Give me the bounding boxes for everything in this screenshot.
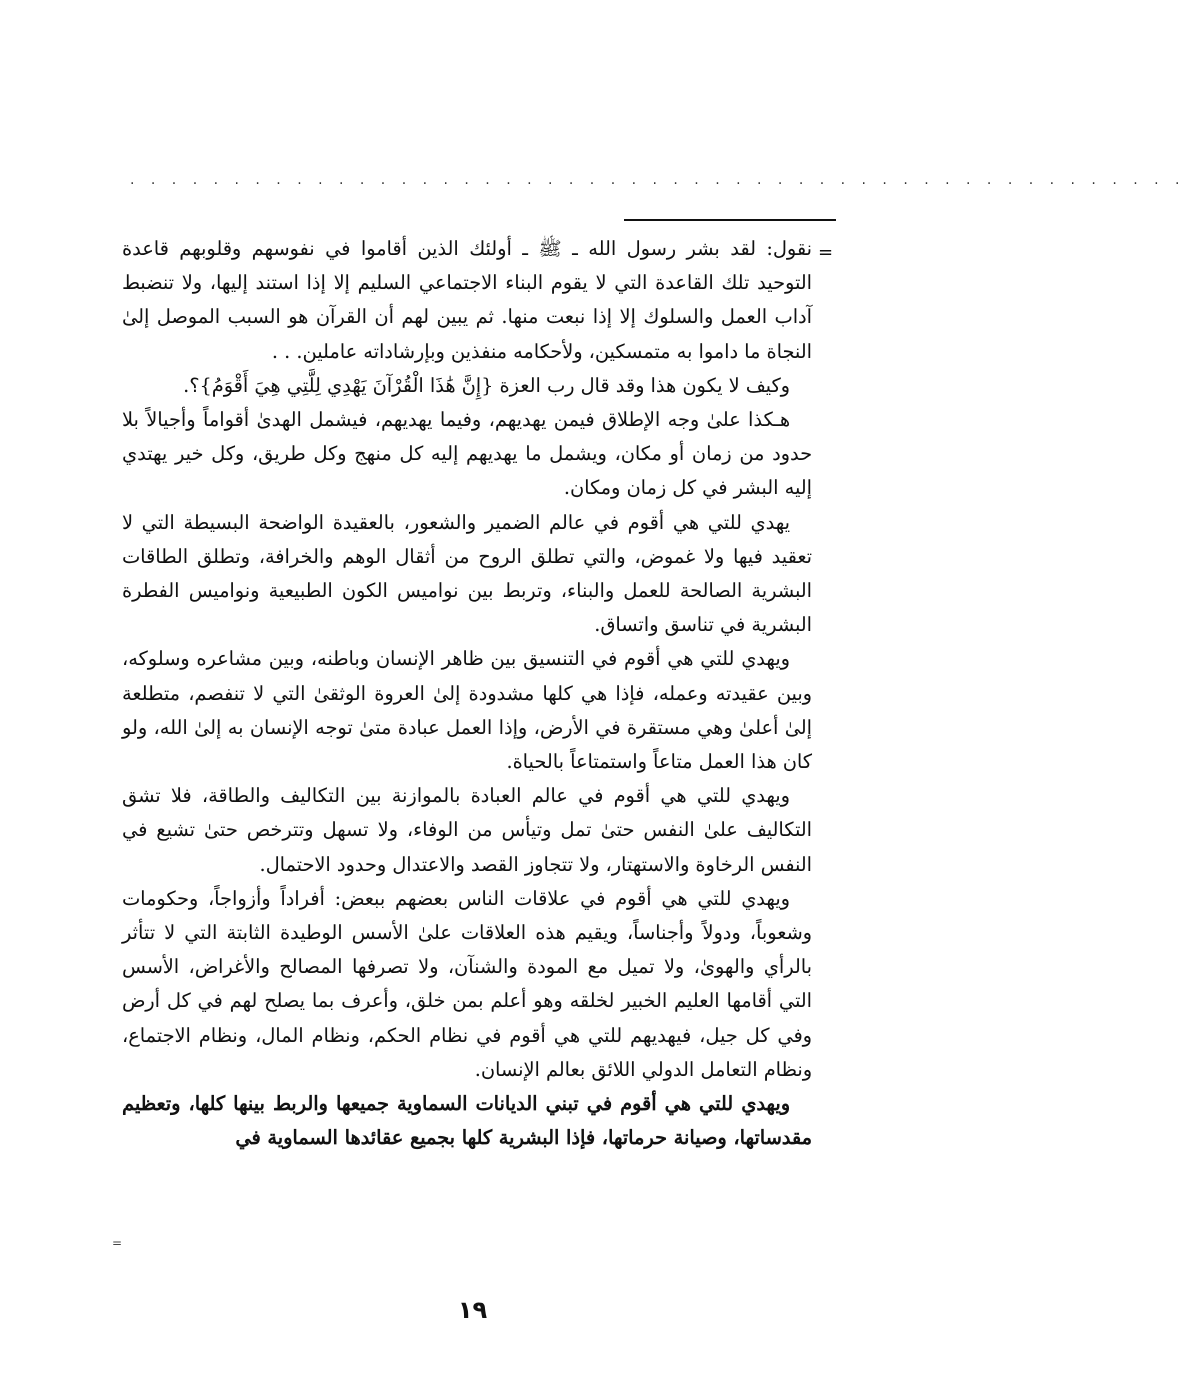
footnote-rule: [624, 219, 836, 221]
paragraph-4: يهدي للتي هي أقوم في عالم الضمير والشعور، بالعقيدة الواضحة البسيطة التي لا تعقيد فيها ولا غموض، والتي تطلق الروح من أثقال الوهم والخرافة، وتطلق الطاقات البشرية الصالحة للعمل والبناء، وتربط بين نواميس الكون الطبيعية ونواميس الفطرة البشرية في تناسق واتساق.: [122, 510, 812, 637]
paragraph-2: وكيف لا يكون هذا وقد قال رب العزة {إِنَّ هَٰذَا الْقُرْآنَ يَهْدِي لِلَّتِي هِيَ أَقْوَمُ}؟.: [183, 373, 790, 397]
paragraph-6: ويهدي للتي هي أقوم في عالم العبادة بالموازنة بين التكاليف والطاقة، فلا تشق التكاليف علىٰ النفس حتىٰ تمل وتيأس من الوفاء، ولا تسهل وتترخص حتىٰ تشيع في النفس الرخاوة والاستهتار، ولا تتجاوز القصد والاعتدال وحدود الاحتمال.: [122, 784, 812, 876]
continuation-mark: =: [112, 1236, 123, 1250]
paragraph-1: نقول: لقد بشر رسول الله ـ ﷺ ـ أولئك الذين أقاموا في نفوسهم وقلوبهم قاعدة التوحيد تلك القاعدة التي لا يقوم البناء الاجتماعي السليم إلا إذا استند إليها، ولا تنضبط آداب العمل والسلوك إلا إذا نبعت منها. ثم يبين لهم أن القرآن هو السبب الموصل إلىٰ النجاة ما داموا به متمسكين، ولأحكامه منفذين وبإرشاداته عاملين. . .: [122, 237, 812, 363]
paragraph-8: ويهدي للتي هي أقوم في تبني الديانات السماوية جميعها والربط بينها كلها، وتعظيم مقدساتها، وصيانة حرماتها، فإذا البشرية كلها بجميع عقائدها السماوية في: [122, 1092, 812, 1150]
footnote-body: [122, 232, 812, 1155]
footnote-continuation-marker: =: [818, 242, 834, 263]
paragraph-7: ويهدي للتي هي أقوم في علاقات الناس بعضهم ببعض: أفراداً وأزواجاً، وحكومات وشعوباً، ودولاً وأجناساً، ويقيم هذه العلاقات علىٰ الأسس الوطيدة الثابتة التي لا تتأثر بالرأي والهوىٰ، ولا تميل مع المودة والشنآن، ولا تصرفها المصالح والأغراض، الأسس التي أقامها العليم الخبير لخلقه وهو أعلم بمن خلق، وأعرف بما يصلح لهم في كل أرض وفي كل جيل، فيهديهم للتي هي أقوم في نظام الحكم، ونظام المال، ونظام الاجتماع، ونظام التعامل الدولي اللائق بعالم الإنسان.: [122, 886, 812, 1081]
paragraph-3: هـكذا علىٰ وجه الإطلاق فيمن يهديهم، وفيما يهديهم، فيشمل الهدىٰ أقواماً وأجيالاً بلا حدود من زمان أو مكان، ويشمل ما يهديهم إليه كل منهج وكل طريق، وكل خير يهتدي إليه البشر في كل زمان ومكان.: [122, 408, 812, 500]
paragraph-5: ويهدي للتي هي أقوم في التنسيق بين ظاهر الإنسان وباطنه، وبين مشاعره وسلوكه، وبين عقيدته وعمله، فإذا هي كلها مشدودة إلىٰ العروة الوثقىٰ التي لا تنفصم، متطلعة إلىٰ أعلىٰ وهي مستقرة في الأرض، وإذا العمل عبادة متىٰ توجه الإنسان به إلىٰ الله، ولو كان هذا العمل متاعاً واستمتاعاً بالحياة.: [122, 647, 812, 774]
page-number: ١٩: [457, 1296, 488, 1324]
separator-dots: . . . . . . . . . . . . . . . . . . . . . . . . . . . . . . . . . . . . . . . . . . . . . . . . . . .: [130, 172, 1185, 188]
